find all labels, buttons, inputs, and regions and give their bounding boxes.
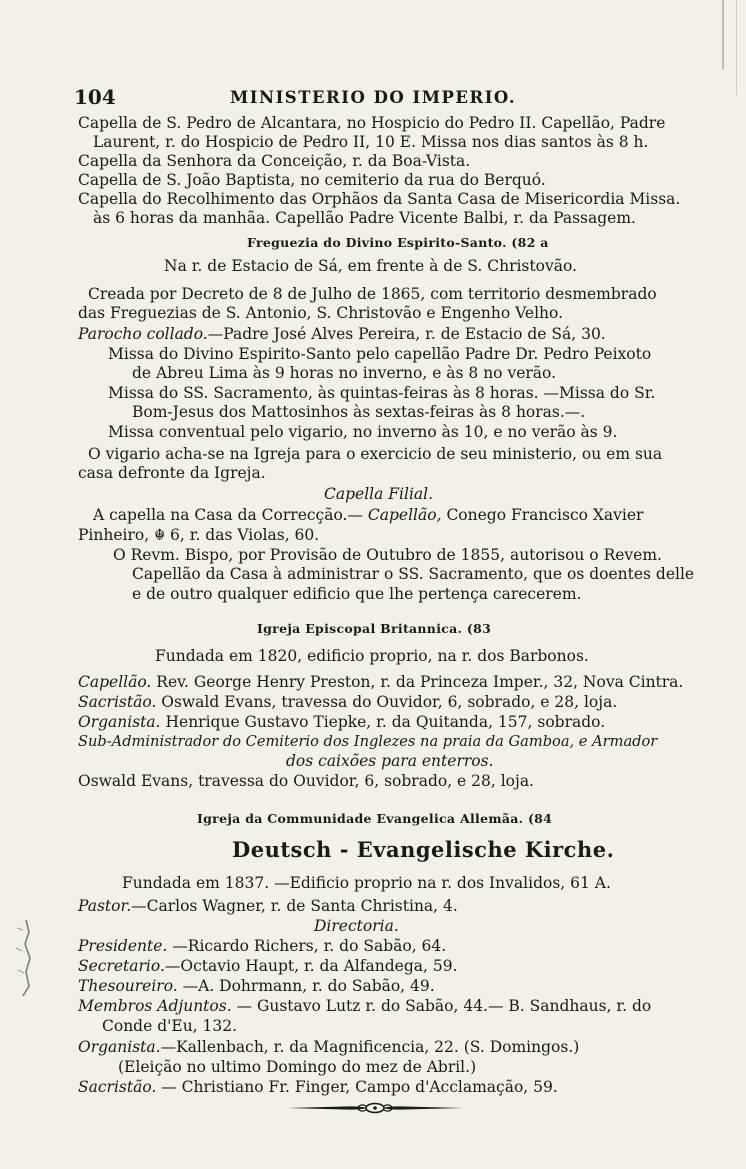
- entry-label: Sacristão.: [78, 693, 157, 711]
- text-line: Creada por Decreto de 8 de Julho de 1865, com territorio desmembrado: [88, 285, 657, 303]
- entry-line: [78, 693, 617, 711]
- text-line: Missa do Divino Espirito-Santo pelo capellão Padre Dr. Pedro Peixoto: [108, 345, 652, 363]
- page-number: 104: [74, 85, 116, 109]
- text-line: Capellão da Casa à administrar o SS. Sacramento, que os doentes delle: [132, 565, 695, 583]
- entry-line: [78, 897, 458, 915]
- page-edge-shadow: [722, 0, 724, 70]
- text-line: Laurent, r. do Hospicio de Pedro II, 10 E. Missa nos dias santos às 8 h.: [93, 133, 649, 151]
- page-edge-shadow: [736, 0, 737, 95]
- text-line: Missa do SS. Sacramento, às quintas-feiras às 8 horas. —Missa do Sr.: [108, 384, 656, 402]
- text-line: Oswald Evans, travessa do Ouvidor, 6, sobrado, e 28, loja.: [78, 772, 534, 790]
- text-line: Fundada em 1820, edificio proprio, na r. dos Barbonos.: [155, 647, 589, 665]
- entry-text: — Christiano Fr. Finger, Campo d'Acclamação, 59.: [156, 1078, 558, 1096]
- entry-line: [78, 1078, 558, 1096]
- text-line: Capella de S. João Baptista, no cemiterio da rua do Berquó.: [78, 171, 546, 189]
- section-heading: Igreja Episcopal Britannica. (83: [257, 621, 492, 636]
- text-line: Fundada em 1837. —Edificio proprio na r. dos Invalidos, 61 A.: [122, 874, 611, 892]
- entry-text: Conego Francisco Xavier: [441, 506, 644, 524]
- subheading: Directoria.: [314, 917, 399, 935]
- entry-text: —Kallenbach, r. da Magnificencia, 22. (S. Domingos.): [160, 1038, 580, 1056]
- running-title: MINISTERIO DO IMPERIO.: [230, 88, 517, 107]
- text-line: Na r. de Estacio de Sá, em frente à de S. Christovão.: [164, 257, 577, 275]
- section-heading: Freguezia do Divino Espirito-Santo. (82 a: [247, 235, 549, 250]
- text-line: das Freguezias de S. Antonio, S. Christovão e Engenho Velho.: [78, 304, 563, 322]
- entry-line: [78, 957, 458, 975]
- text-line: O Revm. Bispo, por Provisão de Outubro de 1855, autorisou o Revem.: [113, 546, 662, 564]
- text-line: Capella de S. Pedro de Alcantara, no Hospicio do Pedro II. Capellão, Padre: [78, 114, 666, 132]
- entry-line: [78, 1038, 579, 1056]
- entry-text: Henrique Gustavo Tiepke, r. da Quitanda, 157, sobrado.: [160, 713, 606, 731]
- text-line: Pinheiro, ☬ 6, r. das Violas, 60.: [78, 526, 320, 544]
- text-line: O vigario acha-se na Igreja para o exercicio de seu ministerio, ou em sua: [88, 445, 663, 463]
- entry-text: —Padre José Alves Pereira, r. de Estacio de Sá, 30.: [207, 325, 606, 343]
- text-line: de Abreu Lima às 9 horas no inverno, e às 8 no verão.: [132, 364, 557, 382]
- entry-text: — Gustavo Lutz r. do Sabão, 44.— B. Sandhaus, r. do: [231, 997, 652, 1015]
- text-line: e de outro qualquer edificio que lhe pertença carecerem.: [132, 585, 582, 603]
- entry-line: [78, 713, 605, 731]
- entry-text: Oswald Evans, travessa do Ouvidor, 6, sobrado, e 28, loja.: [156, 693, 618, 711]
- entry-text: —Ricardo Richers, r. do Sabão, 64.: [167, 937, 447, 955]
- entry-text: Rev. George Henry Preston, r. da Princeza Imper., 32, Nova Cintra.: [151, 673, 684, 691]
- entry-text: —A. Dohrmann, r. do Sabão, 49.: [177, 977, 435, 995]
- entry-label: Secretario.: [78, 957, 165, 975]
- text-line: Capella do Recolhimento das Orphãos da Santa Casa de Misericordia Missa.: [78, 190, 681, 208]
- text-line: Capella da Senhora da Conceição, r. da Boa-Vista.: [78, 152, 471, 170]
- margin-mark-icon: [14, 918, 34, 998]
- parocho-line: [78, 325, 606, 343]
- filial-line: [93, 506, 643, 524]
- text-line: casa defronte da Igreja.: [78, 464, 266, 482]
- entry-label: Capellão.: [78, 673, 152, 691]
- text-line: às 6 horas da manhãa. Capellão Padre Vicente Balbi, r. da Passagem.: [93, 209, 636, 227]
- text-line: Bom-Jesus dos Mattosinhos às sextas-feiras às 8 horas.—.: [132, 403, 586, 421]
- entry-label: Membros Adjuntos.: [78, 997, 232, 1015]
- text-line: dos caixões para enterros.: [286, 752, 494, 770]
- gothic-title: Deutsch - Evangelische Kirche.: [232, 837, 615, 862]
- entry-label: Organista.: [78, 1038, 161, 1056]
- text-line: Sub-Administrador do Cemiterio dos Inglezes na praia da Gamboa, e Armador: [78, 733, 658, 750]
- text-line: Conde d'Eu, 132.: [102, 1017, 238, 1035]
- entry-label: Capellão,: [367, 506, 442, 524]
- entry-text: —Octavio Haupt, r. da Alfandega, 59.: [164, 957, 458, 975]
- entry-text: A capella na Casa da Correcção.—: [93, 506, 368, 524]
- entry-label: Presidente.: [78, 937, 168, 955]
- text-line: (Eleição no ultimo Domingo do mez de Abril.): [118, 1058, 477, 1076]
- entry-line: [78, 997, 651, 1015]
- section-heading: Igreja da Communidade Evangelica Allemãa. (84: [197, 811, 553, 826]
- ornament-divider-icon: [285, 1100, 465, 1116]
- entry-label: Sacristão.: [78, 1078, 157, 1096]
- entry-label: Organista.: [78, 713, 161, 731]
- entry-text: —Carlos Wagner, r. de Santa Christina, 4.: [131, 897, 458, 915]
- entry-label: Thesoureiro.: [78, 977, 178, 995]
- entry-line: [78, 673, 683, 691]
- text-line: Missa conventual pelo vigario, no inverno às 10, e no verão às 9.: [108, 423, 618, 441]
- entry-label: Parocho collado.: [78, 325, 208, 343]
- entry-label: Pastor.: [78, 897, 132, 915]
- entry-line: [78, 937, 446, 955]
- subheading: Capella Filial.: [324, 485, 434, 503]
- entry-line: [78, 977, 435, 995]
